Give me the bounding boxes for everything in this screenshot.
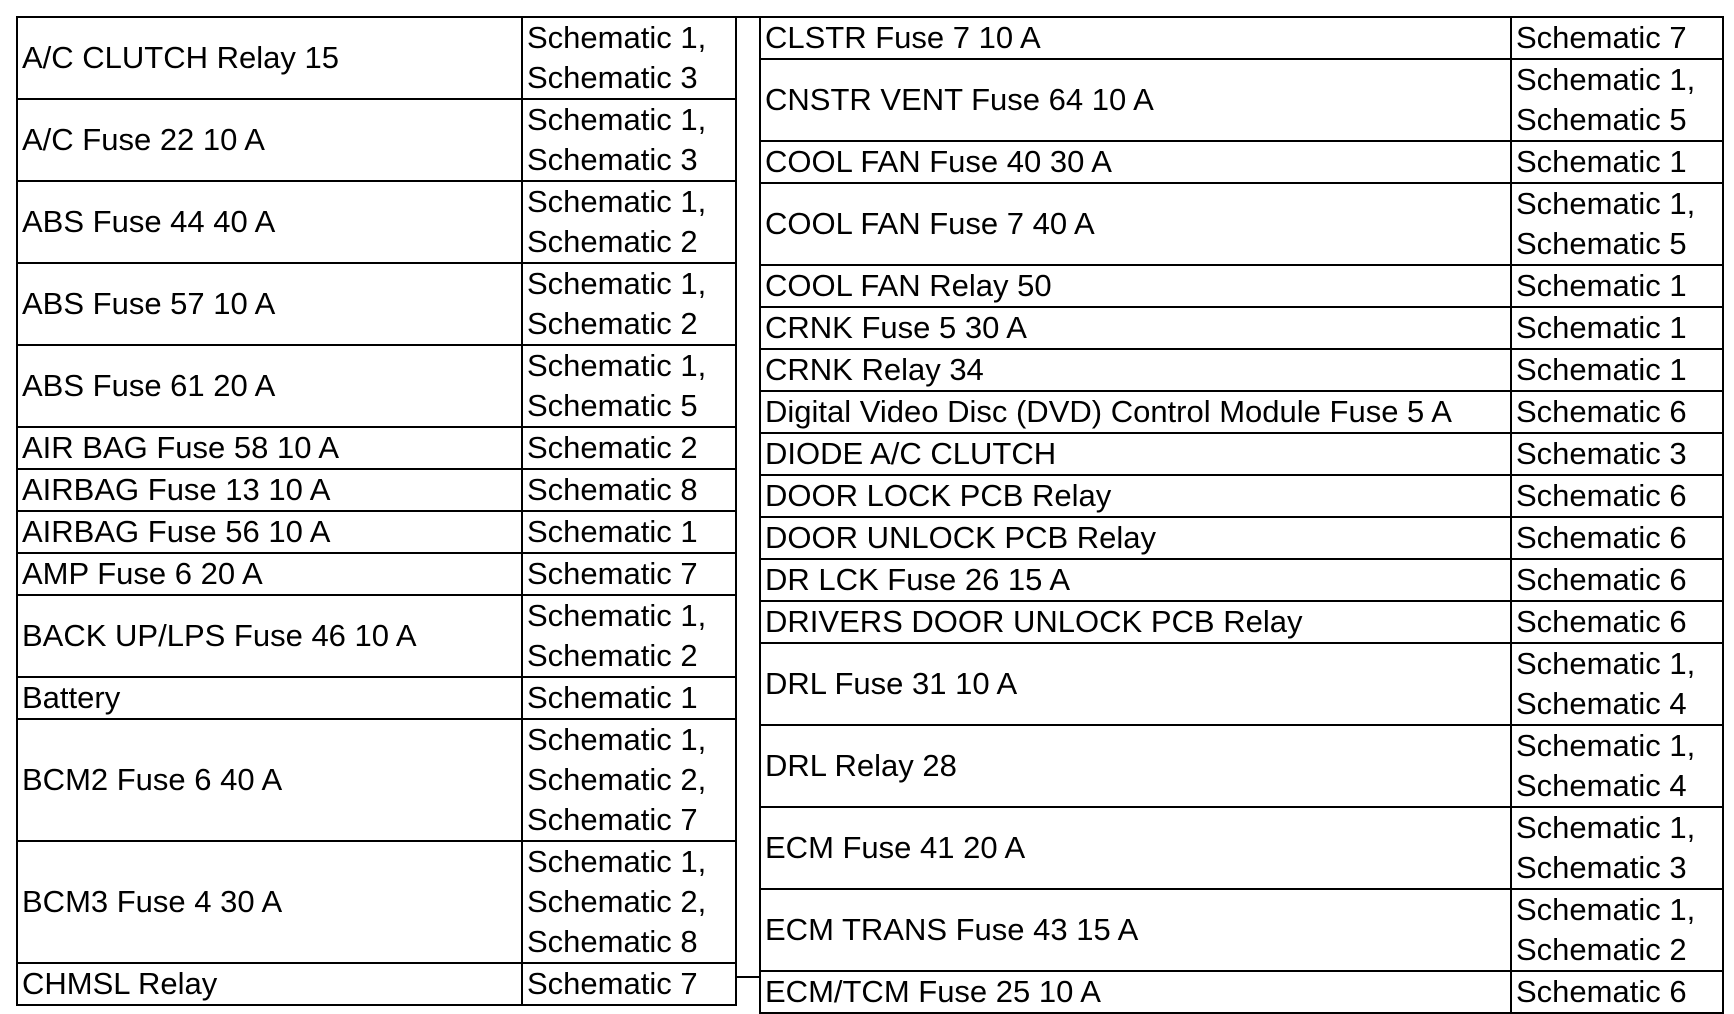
schematic-ref-cell	[1511, 17, 1723, 59]
schematic-ref-cell	[1511, 517, 1723, 559]
schematic-ref: Schematic 1	[1516, 268, 1687, 303]
component-cell: Digital Video Disc (DVD) Control Module Fuse 5 A	[760, 391, 1511, 433]
schematic-ref: Schematic 1,	[1516, 646, 1696, 681]
component-cell: CRNK Relay 34	[760, 349, 1511, 391]
schematic-ref: Schematic 3	[1516, 436, 1687, 471]
schematic-ref: Schematic 1	[527, 514, 698, 549]
table-row	[17, 345, 736, 427]
schematic-ref: Schematic 8	[527, 472, 698, 507]
schematic-ref: Schematic 3	[527, 60, 698, 95]
component-cell: COOL FAN Relay 50	[760, 265, 1511, 307]
component-cell: A/C Fuse 22 10 A	[17, 99, 522, 181]
table-row	[760, 971, 1723, 1013]
component-cell: ABS Fuse 57 10 A	[17, 263, 522, 345]
schematic-ref: Schematic 5	[1516, 102, 1687, 137]
schematic-ref: Schematic 1,	[527, 102, 707, 137]
table-row	[17, 719, 736, 841]
schematic-ref: Schematic 2	[1516, 932, 1687, 967]
table-row	[17, 469, 736, 511]
table-row	[760, 391, 1723, 433]
schematic-ref-cell	[1511, 59, 1723, 141]
schematic-ref: Schematic 1,	[527, 598, 707, 633]
table-row	[760, 307, 1723, 349]
schematic-ref: Schematic 1,	[1516, 892, 1696, 927]
component-cell: BACK UP/LPS Fuse 46 10 A	[17, 595, 522, 677]
schematic-ref-cell	[1511, 971, 1723, 1013]
schematic-ref-cell	[1511, 601, 1723, 643]
schematic-ref-cell	[522, 595, 736, 677]
table-row	[760, 265, 1723, 307]
schematic-ref-cell	[1511, 391, 1723, 433]
schematic-ref-cell	[522, 99, 736, 181]
schematic-ref: Schematic 1	[1516, 144, 1687, 179]
table-row	[760, 433, 1723, 475]
component-cell: BCM3 Fuse 4 30 A	[17, 841, 522, 963]
schematic-ref-cell	[1511, 349, 1723, 391]
right-component-table	[759, 16, 1724, 1014]
schematic-ref: Schematic 1,	[1516, 186, 1696, 221]
schematic-ref-cell	[1511, 433, 1723, 475]
schematic-ref-cell	[1511, 643, 1723, 725]
schematic-ref: Schematic 1,	[527, 266, 707, 301]
component-cell: AIR BAG Fuse 58 10 A	[17, 427, 522, 469]
schematic-ref-cell	[522, 263, 736, 345]
component-cell: ABS Fuse 44 40 A	[17, 181, 522, 263]
schematic-ref-cell	[522, 511, 736, 553]
left-component-table	[16, 16, 737, 1006]
component-cell: ABS Fuse 61 20 A	[17, 345, 522, 427]
schematic-ref-cell	[522, 677, 736, 719]
schematic-ref: Schematic 5	[527, 388, 698, 423]
schematic-ref-cell	[1511, 807, 1723, 889]
schematic-ref: Schematic 1,	[527, 722, 707, 757]
schematic-ref: Schematic 2	[527, 306, 698, 341]
schematic-ref: Schematic 2,	[527, 884, 707, 919]
schematic-ref: Schematic 1	[1516, 310, 1687, 345]
schematic-ref-cell	[522, 345, 736, 427]
left-table-body	[17, 17, 736, 1005]
table-row	[17, 427, 736, 469]
schematic-ref-cell	[1511, 141, 1723, 183]
component-cell: DR LCK Fuse 26 15 A	[760, 559, 1511, 601]
schematic-ref: Schematic 1,	[527, 348, 707, 383]
schematic-ref: Schematic 8	[527, 924, 698, 959]
table-gap	[735, 16, 759, 978]
schematic-ref-cell	[1511, 889, 1723, 971]
schematic-ref: Schematic 1,	[1516, 810, 1696, 845]
schematic-ref-cell	[522, 427, 736, 469]
component-cell: DRL Relay 28	[760, 725, 1511, 807]
schematic-ref: Schematic 1	[1516, 352, 1687, 387]
component-cell: DRL Fuse 31 10 A	[760, 643, 1511, 725]
schematic-ref: Schematic 6	[1516, 478, 1687, 513]
schematic-ref: Schematic 1,	[527, 184, 707, 219]
table-row	[760, 141, 1723, 183]
schematic-ref-cell	[522, 553, 736, 595]
table-row	[17, 553, 736, 595]
component-cell: ECM TRANS Fuse 43 15 A	[760, 889, 1511, 971]
component-cell: ECM Fuse 41 20 A	[760, 807, 1511, 889]
component-cell: DIODE A/C CLUTCH	[760, 433, 1511, 475]
schematic-ref-cell	[522, 841, 736, 963]
schematic-ref: Schematic 7	[527, 802, 698, 837]
schematic-ref: Schematic 1,	[1516, 62, 1696, 97]
component-cell: CNSTR VENT Fuse 64 10 A	[760, 59, 1511, 141]
schematic-ref-cell	[522, 469, 736, 511]
component-cell: A/C CLUTCH Relay 15	[17, 17, 522, 99]
schematic-ref: Schematic 6	[1516, 604, 1687, 639]
table-row	[760, 643, 1723, 725]
component-cell: COOL FAN Fuse 40 30 A	[760, 141, 1511, 183]
right-table-body	[760, 17, 1723, 1013]
table-row	[17, 181, 736, 263]
table-row	[17, 17, 736, 99]
schematic-ref-cell	[1511, 265, 1723, 307]
schematic-ref: Schematic 4	[1516, 686, 1687, 721]
component-cell: CRNK Fuse 5 30 A	[760, 307, 1511, 349]
table-row	[17, 263, 736, 345]
schematic-ref: Schematic 5	[1516, 226, 1687, 261]
table-row	[17, 677, 736, 719]
table-row	[760, 17, 1723, 59]
table-row	[760, 725, 1723, 807]
schematic-ref: Schematic 6	[1516, 520, 1687, 555]
schematic-ref: Schematic 4	[1516, 768, 1687, 803]
schematic-ref: Schematic 6	[1516, 394, 1687, 429]
component-cell: COOL FAN Fuse 7 40 A	[760, 183, 1511, 265]
component-cell: DOOR UNLOCK PCB Relay	[760, 517, 1511, 559]
table-row	[17, 963, 736, 1005]
component-cell: DRIVERS DOOR UNLOCK PCB Relay	[760, 601, 1511, 643]
schematic-ref: Schematic 1,	[527, 844, 707, 879]
table-row	[17, 841, 736, 963]
schematic-ref-cell	[1511, 183, 1723, 265]
table-row	[760, 807, 1723, 889]
table-row	[17, 99, 736, 181]
schematic-ref-cell	[1511, 725, 1723, 807]
table-row	[760, 183, 1723, 265]
schematic-ref: Schematic 2,	[527, 762, 707, 797]
component-cell: CLSTR Fuse 7 10 A	[760, 17, 1511, 59]
table-row	[760, 601, 1723, 643]
schematic-ref: Schematic 2	[527, 430, 698, 465]
table-row	[17, 511, 736, 553]
table-row	[760, 475, 1723, 517]
schematic-ref-cell	[522, 963, 736, 1005]
component-cell: DOOR LOCK PCB Relay	[760, 475, 1511, 517]
schematic-ref-cell	[1511, 559, 1723, 601]
table-row	[760, 517, 1723, 559]
schematic-ref-cell	[522, 719, 736, 841]
schematic-ref: Schematic 3	[1516, 850, 1687, 885]
table-row	[17, 595, 736, 677]
schematic-ref: Schematic 2	[527, 638, 698, 673]
schematic-ref: Schematic 2	[527, 224, 698, 259]
table-row	[760, 559, 1723, 601]
component-cell: AIRBAG Fuse 56 10 A	[17, 511, 522, 553]
schematic-ref: Schematic 7	[527, 966, 698, 1001]
schematic-ref: Schematic 6	[1516, 974, 1687, 1009]
component-cell: AIRBAG Fuse 13 10 A	[17, 469, 522, 511]
component-cell: Battery	[17, 677, 522, 719]
table-row	[760, 889, 1723, 971]
table-row	[760, 349, 1723, 391]
schematic-ref-cell	[522, 181, 736, 263]
schematic-ref: Schematic 7	[1516, 20, 1687, 55]
schematic-ref-cell	[1511, 475, 1723, 517]
component-cell: ECM/TCM Fuse 25 10 A	[760, 971, 1511, 1013]
component-cell: BCM2 Fuse 6 40 A	[17, 719, 522, 841]
schematic-ref: Schematic 1,	[1516, 728, 1696, 763]
schematic-ref: Schematic 6	[1516, 562, 1687, 597]
component-cell: AMP Fuse 6 20 A	[17, 553, 522, 595]
schematic-ref-cell	[1511, 307, 1723, 349]
component-cell: CHMSL Relay	[17, 963, 522, 1005]
schematic-ref: Schematic 1	[527, 680, 698, 715]
schematic-ref: Schematic 1,	[527, 20, 707, 55]
table-row	[760, 59, 1723, 141]
schematic-ref: Schematic 3	[527, 142, 698, 177]
schematic-ref: Schematic 7	[527, 556, 698, 591]
schematic-ref-cell	[522, 17, 736, 99]
